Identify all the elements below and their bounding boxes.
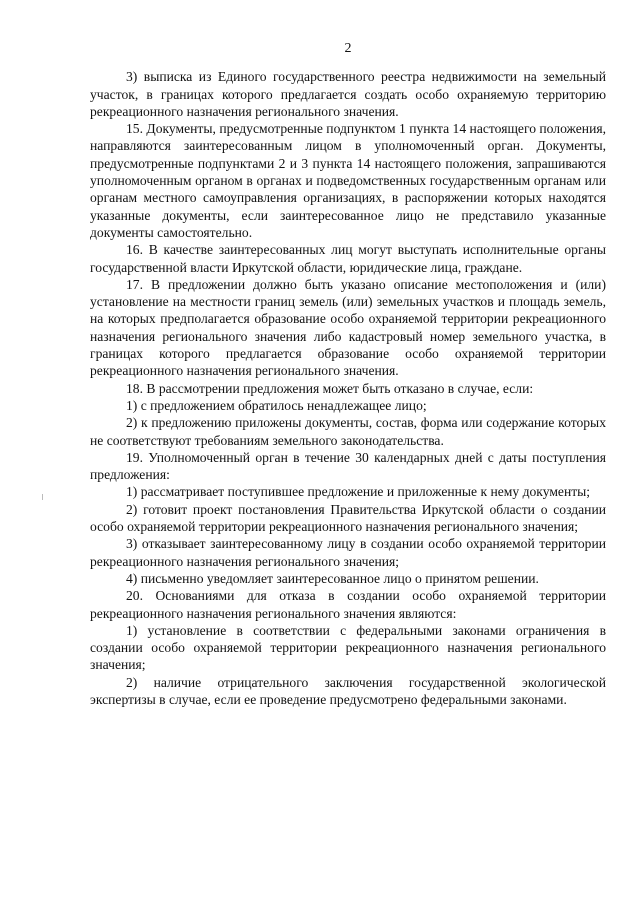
page-number: 2 (344, 41, 352, 56)
paragraph-19-item-3: 3) отказывает заинтересованному лицу в создании особо охраняемой территории рекреационного назначения регионального значения; (90, 536, 606, 569)
document-page (90, 40, 606, 708)
paragraph-17-proposal-content: 17. В предложении должно быть указано описание местоположения и (или) установление на местности границ земель (или) земельных участков и площадь земель, на которых предполагается образование особо охраняемой территории рекреационного назначения регионального значения либо кадастровый номер земельного участка, в границах которого предлагается образование особо охраняемой территории рекреационного назначения регионального значения. (90, 276, 606, 379)
paragraph-18-refusal-cases: 18. В рассмотрении предложения может быть отказано в случае, если: (126, 380, 534, 396)
margin-mark (42, 494, 43, 500)
paragraph-15-documents: 15. Документы, предусмотренные подпунктом 1 пункта 14 настоящего положения, направляются заинтересованным лицом в уполномоченный орган. Документы, предусмотренные подпунктами 2 и 3 пункта 14 настоящего положения, запрашиваются уполномоченным органом в органах и подведомственных государственным органам или органам местного самоуправления организациях, в распоряжении которых находятся указанные документы, если заинтересованное лицо не представило указанные документы самостоятельно. (90, 121, 606, 240)
paragraph-19-item-4: 4) письменно уведомляет заинтересованное лицо о принятом решении. (126, 570, 539, 586)
paragraph-19-authority-actions: 19. Уполномоченный орган в течение 30 календарных дней с даты поступления предложения: (90, 449, 606, 483)
paragraph-19-item-2: 2) готовит проект постановления Правительства Иркутской области о создании особо охраняемой территории рекреационного назначения регионального значения; (90, 501, 606, 535)
paragraph-20-item-1: 1) установление в соответствии с федеральными законами ограничения в создании особо охраняемой территории рекреационного назначения регионального значения; (90, 622, 606, 673)
paragraph-item-3-extract: 3) выписка из Единого государственного реестра недвижимости на земельный участок, в границах которого предлагается создать особо охраняемую территорию рекреационного назначения регионального значения. (90, 69, 606, 119)
paragraph-18-item-2: 2) к предложению приложены документы, состав, форма или содержание которых не соответствуют требованиям земельного законодательства. (90, 415, 606, 448)
paragraph-18-item-1: 1) с предложением обратилось ненадлежащее лицо; (126, 397, 427, 413)
paragraph-20-refusal-grounds: 20. Основаниями для отказа в создании особо охраняемой территории рекреационного назначения регионального значения являются: (90, 588, 606, 621)
paragraph-16-interested-parties: 16. В качестве заинтересованных лиц могут выступать исполнительные органы государственной власти Иркутской области, юридические лица, граждане. (90, 242, 606, 275)
paragraph-20-item-2: 2) наличие отрицательного заключения государственной экологической экспертизы в случае, если ее проведение предусмотрено федеральными законами. (90, 674, 606, 707)
paragraph-19-item-1: 1) рассматривает поступившее предложение и приложенные к нему документы; (126, 484, 591, 500)
